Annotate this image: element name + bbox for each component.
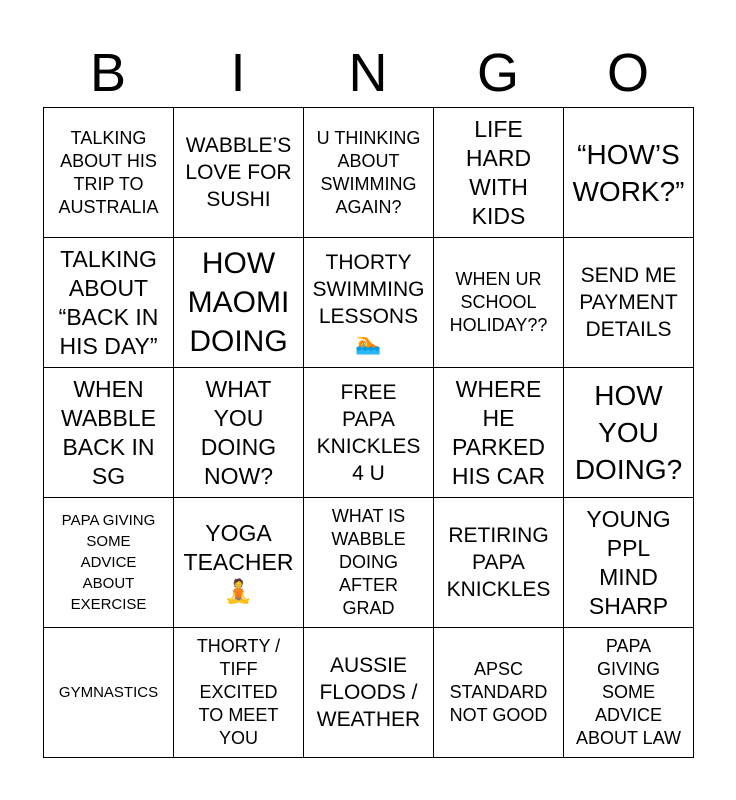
- bingo-cell-text: TALKING ABOUT “BACK IN HIS DAY”: [58, 245, 159, 359]
- header-letter-o: O: [606, 43, 649, 103]
- bingo-cell-r4-c5[interactable]: [564, 498, 694, 628]
- bingo-cell-text: PAPA GIVING SOME ADVICE ABOUT EXERCISE: [61, 512, 156, 613]
- bingo-cell-r2-c3[interactable]: [304, 238, 434, 368]
- bingo-cell-text: GYMNASTICS: [58, 684, 159, 701]
- bingo-cell-text: AUSSIE FLOODS / WEATHER: [316, 654, 421, 731]
- bingo-cell-text: WHAT IS WABBLE DOING AFTER GRAD: [331, 506, 406, 618]
- bingo-cell-r3-c5[interactable]: [564, 368, 694, 498]
- bingo-cell-text: YOUNG PPL MIND SHARP: [586, 505, 671, 619]
- bingo-cell-r5-c3[interactable]: [304, 628, 434, 758]
- bingo-cell-text: WHAT YOU DOING NOW?: [200, 375, 277, 489]
- bingo-cell-text: WHEN WABBLE BACK IN SG: [60, 375, 156, 489]
- bingo-cell-text: THORTY SWIMMING LESSONS 🏊: [312, 250, 425, 355]
- bingo-cell-text: HOW MAOMI DOING: [187, 247, 290, 358]
- bingo-cell-text: THORTY / TIFF EXCITED TO MEET YOU: [196, 636, 281, 748]
- bingo-cell-text: WHERE HE PARKED HIS CAR: [451, 375, 546, 489]
- bingo-cell-r3-c1[interactable]: [44, 368, 174, 498]
- header-letter-i: I: [230, 43, 246, 103]
- bingo-cell-r5-c2[interactable]: [174, 628, 304, 758]
- bingo-cell-text: RETIRING PAPA KNICKLES: [446, 524, 551, 601]
- bingo-cell-text: WABBLE’S LOVE FOR SUSHI: [185, 134, 292, 211]
- bingo-cell-r2-c4[interactable]: [434, 238, 564, 368]
- header-letter-b: B: [89, 43, 127, 103]
- header-letter-g: G: [476, 43, 519, 103]
- bingo-cell-r3-c2[interactable]: [174, 368, 304, 498]
- bingo-cell-r3-c3[interactable]: [304, 368, 434, 498]
- bingo-cell-r4-c3[interactable]: [304, 498, 434, 628]
- bingo-cell-r1-c3[interactable]: [304, 108, 434, 238]
- bingo-cell-text: TALKING ABOUT HIS TRIP TO AUSTRALIA: [58, 127, 159, 217]
- bingo-cell-r2-c5[interactable]: [564, 238, 694, 368]
- bingo-cell-r3-c4[interactable]: [434, 368, 564, 498]
- bingo-cell-r4-c4[interactable]: [434, 498, 564, 628]
- bingo-cell-r5-c1[interactable]: [44, 628, 174, 758]
- bingo-cell-r1-c4[interactable]: [434, 108, 564, 238]
- bingo-cell-r4-c1[interactable]: [44, 498, 174, 628]
- bingo-cell-text: LIFE HARD WITH KIDS: [465, 115, 532, 229]
- bingo-cell-r4-c2[interactable]: [174, 498, 304, 628]
- bingo-cell-text: HOW YOU DOING?: [574, 380, 683, 485]
- bingo-cell-r5-c5[interactable]: [564, 628, 694, 758]
- bingo-cell-text: WHEN UR SCHOOL HOLIDAY??: [449, 269, 548, 335]
- bingo-header: [43, 40, 693, 106]
- bingo-cell-r1-c5[interactable]: [564, 108, 694, 238]
- bingo-cell-text: “HOW’S WORK?”: [572, 138, 685, 207]
- bingo-cell-text: YOGA TEACHER 🧘: [183, 520, 294, 604]
- bingo-cell-r1-c1[interactable]: [44, 108, 174, 238]
- bingo-cell-text: U THINKING ABOUT SWIMMING AGAIN?: [316, 127, 421, 217]
- bingo-cell-text: FREE PAPA KNICKLES 4 U: [316, 380, 421, 485]
- bingo-card-grid: [43, 107, 694, 758]
- bingo-cell-text: APSC STANDARD NOT GOOD: [449, 659, 548, 725]
- bingo-cell-text: SEND ME PAYMENT DETAILS: [579, 264, 678, 341]
- bingo-cell-r2-c1[interactable]: [44, 238, 174, 368]
- bingo-cell-text: PAPA GIVING SOME ADVICE ABOUT LAW: [575, 636, 682, 748]
- bingo-cell-r5-c4[interactable]: [434, 628, 564, 758]
- bingo-cell-r2-c2[interactable]: [174, 238, 304, 368]
- bingo-cell-r1-c2[interactable]: [174, 108, 304, 238]
- header-letter-n: N: [348, 43, 388, 103]
